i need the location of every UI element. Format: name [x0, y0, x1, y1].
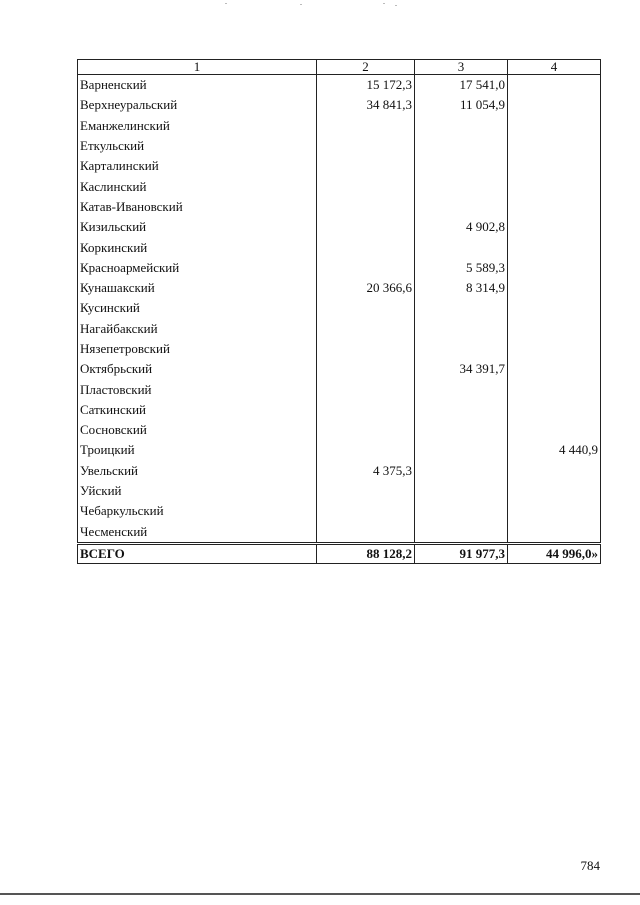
table-row — [78, 75, 601, 96]
value-col-2-cell — [317, 522, 415, 544]
total-col-3: 91 977,3 — [415, 543, 508, 563]
value-col-3-cell — [415, 420, 508, 440]
table-row — [78, 319, 601, 339]
value-col-4-cell — [508, 136, 601, 156]
value-col-4-cell — [508, 278, 601, 298]
value-col-4-cell — [508, 339, 601, 359]
value-col-3-cell — [415, 400, 508, 420]
total-row — [78, 543, 601, 563]
district-name-cell: Кунашакский — [78, 278, 317, 298]
district-name-cell: Катав-Ивановский — [78, 197, 317, 217]
table-row — [78, 136, 601, 156]
value-col-4-cell — [508, 258, 601, 278]
value-col-3-cell — [415, 501, 508, 521]
value-col-3-cell — [415, 440, 508, 460]
value-col-4-cell — [508, 461, 601, 481]
value-col-2-cell — [317, 420, 415, 440]
value-col-3-cell — [415, 319, 508, 339]
district-name-cell: Нязепетровский — [78, 339, 317, 359]
value-col-4-cell — [508, 359, 601, 379]
value-col-2-cell — [317, 298, 415, 318]
district-name-cell: Чесменский — [78, 522, 317, 544]
bottom-rule — [0, 893, 640, 895]
value-col-3-cell: 11 054,9 — [415, 95, 508, 115]
column-header-2: 2 — [317, 60, 415, 75]
value-col-4-cell — [508, 156, 601, 176]
value-col-2-cell — [317, 156, 415, 176]
table-row — [78, 95, 601, 115]
value-col-3-cell: 8 314,9 — [415, 278, 508, 298]
column-header-3: 3 — [415, 60, 508, 75]
value-col-4-cell — [508, 176, 601, 196]
value-col-3-cell — [415, 481, 508, 501]
table-row — [78, 379, 601, 399]
value-col-3-cell: 5 589,3 — [415, 258, 508, 278]
value-col-2-cell — [317, 136, 415, 156]
value-col-2-cell: 34 841,3 — [317, 95, 415, 115]
table-body — [78, 75, 601, 544]
district-name-cell: Красноармейский — [78, 258, 317, 278]
value-col-4-cell — [508, 400, 601, 420]
district-name-cell: Октябрьский — [78, 359, 317, 379]
column-header-1: 1 — [78, 60, 317, 75]
scan-specks — [0, 2, 640, 8]
table-row — [78, 420, 601, 440]
district-name-cell: Верхнеуральский — [78, 95, 317, 115]
district-name-cell: Карталинский — [78, 156, 317, 176]
value-col-2-cell — [317, 319, 415, 339]
district-name-cell: Кусинский — [78, 298, 317, 318]
district-name-cell: Еманжелинский — [78, 116, 317, 136]
table-row — [78, 359, 601, 379]
value-col-3-cell: 4 902,8 — [415, 217, 508, 237]
value-col-3-cell — [415, 197, 508, 217]
value-col-2-cell: 20 366,6 — [317, 278, 415, 298]
table-row — [78, 501, 601, 521]
value-col-2-cell — [317, 217, 415, 237]
table-row — [78, 400, 601, 420]
district-name-cell: Увельский — [78, 461, 317, 481]
value-col-4-cell — [508, 237, 601, 257]
district-name-cell: Каслинский — [78, 176, 317, 196]
value-col-3-cell — [415, 136, 508, 156]
value-col-4-cell — [508, 501, 601, 521]
value-col-3-cell — [415, 116, 508, 136]
value-col-3-cell — [415, 522, 508, 544]
district-name-cell: Нагайбакский — [78, 319, 317, 339]
table-row — [78, 522, 601, 544]
value-col-4-cell — [508, 522, 601, 544]
value-col-2-cell — [317, 481, 415, 501]
district-name-cell: Уйский — [78, 481, 317, 501]
table-row — [78, 461, 601, 481]
value-col-4-cell — [508, 481, 601, 501]
value-col-3-cell: 34 391,7 — [415, 359, 508, 379]
district-name-cell: Сосновский — [78, 420, 317, 440]
value-col-4-cell — [508, 75, 601, 96]
table-row — [78, 258, 601, 278]
district-name-cell: Кизильский — [78, 217, 317, 237]
table-row — [78, 298, 601, 318]
table-header-row — [78, 60, 601, 75]
value-col-2-cell — [317, 339, 415, 359]
value-col-4-cell — [508, 217, 601, 237]
district-name-cell: Коркинский — [78, 237, 317, 257]
value-col-3-cell — [415, 176, 508, 196]
district-name-cell: Еткульский — [78, 136, 317, 156]
district-name-cell: Саткинский — [78, 400, 317, 420]
value-col-4-cell — [508, 420, 601, 440]
value-col-2-cell — [317, 359, 415, 379]
value-col-2-cell — [317, 379, 415, 399]
value-col-2-cell — [317, 501, 415, 521]
page-number: 784 — [580, 858, 600, 873]
district-name-cell: Троицкий — [78, 440, 317, 460]
district-name-cell: Чебаркульский — [78, 501, 317, 521]
total-col-2: 88 128,2 — [317, 543, 415, 563]
table-row — [78, 440, 601, 460]
value-col-2-cell — [317, 237, 415, 257]
value-col-4-cell — [508, 379, 601, 399]
value-col-2-cell: 15 172,3 — [317, 75, 415, 96]
value-col-3-cell — [415, 461, 508, 481]
value-col-2-cell — [317, 197, 415, 217]
value-col-2-cell — [317, 258, 415, 278]
table-row — [78, 217, 601, 237]
value-col-3-cell: 17 541,0 — [415, 75, 508, 96]
total-col-4: 44 996,0» — [508, 543, 601, 563]
table-row — [78, 481, 601, 501]
value-col-3-cell — [415, 156, 508, 176]
value-col-4-cell — [508, 116, 601, 136]
table-row — [78, 156, 601, 176]
value-col-2-cell — [317, 440, 415, 460]
total-label: ВСЕГО — [78, 543, 317, 563]
district-name-cell: Варненский — [78, 75, 317, 96]
value-col-3-cell — [415, 298, 508, 318]
value-col-2-cell — [317, 116, 415, 136]
value-col-2-cell: 4 375,3 — [317, 461, 415, 481]
table-row — [78, 339, 601, 359]
table-row — [78, 116, 601, 136]
value-col-2-cell — [317, 400, 415, 420]
value-col-4-cell — [508, 298, 601, 318]
value-col-4-cell — [508, 95, 601, 115]
value-col-3-cell — [415, 237, 508, 257]
value-col-2-cell — [317, 176, 415, 196]
column-header-4: 4 — [508, 60, 601, 75]
district-name-cell: Пластовский — [78, 379, 317, 399]
table-row — [78, 278, 601, 298]
value-col-4-cell: 4 440,9 — [508, 440, 601, 460]
value-col-3-cell — [415, 339, 508, 359]
value-col-3-cell — [415, 379, 508, 399]
value-col-4-cell — [508, 197, 601, 217]
value-col-4-cell — [508, 319, 601, 339]
district-funding-table — [77, 59, 601, 564]
table-row — [78, 176, 601, 196]
table-row — [78, 197, 601, 217]
table-row — [78, 237, 601, 257]
